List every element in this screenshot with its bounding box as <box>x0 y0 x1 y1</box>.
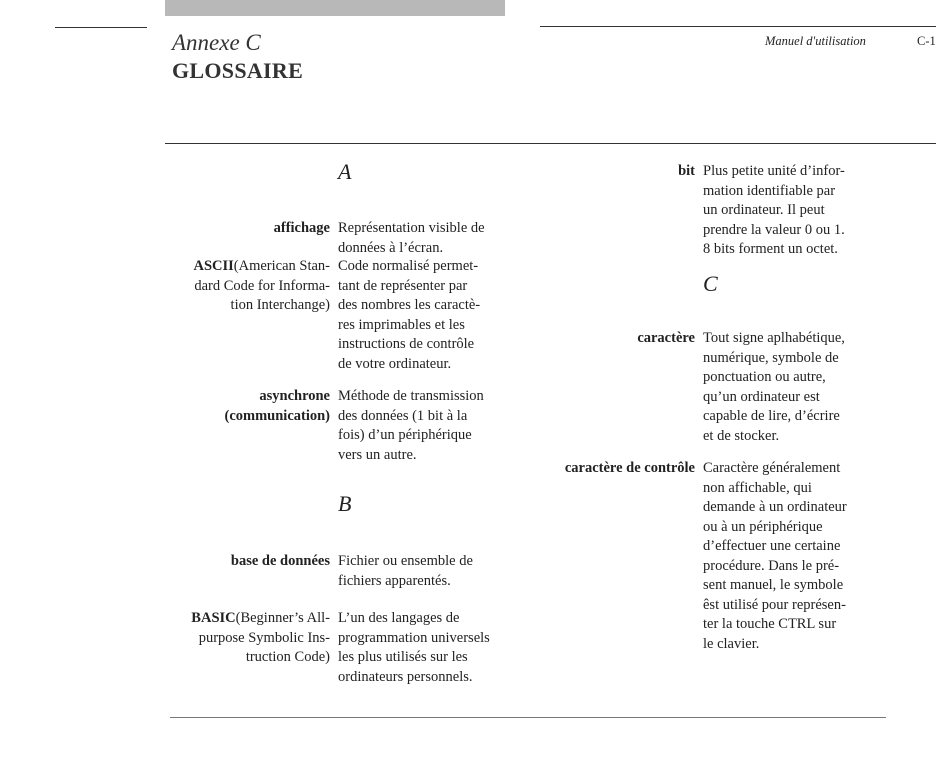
glossary-term-caractere <box>637 329 695 349</box>
glossary-def-bit <box>703 162 845 260</box>
def-line: ponctuation ou autre, <box>703 369 826 385</box>
letter-a-heading: A <box>338 159 352 184</box>
def-line: d’effectuer une certaine <box>703 538 841 554</box>
def-line: procédure. Dans le pré- <box>703 557 840 574</box>
section-title: GLOSSAIRE <box>172 58 304 83</box>
glossary-def-ascii <box>338 257 480 374</box>
def-line: ordinateurs personnels. <box>338 668 473 685</box>
term-ascii-expansion: (American Stan- <box>233 258 330 274</box>
def-line: Plus petite unité d’infor- <box>703 163 845 179</box>
term-basic-expansion: truction Code) <box>245 649 330 665</box>
term-basic-expansion: purpose Symbolic Ins- <box>198 629 330 646</box>
glossary-def-asynchrone <box>338 387 484 465</box>
def-line: demande à un ordinateur <box>703 499 847 515</box>
def-line: res imprimables et les <box>338 316 465 333</box>
def-line: ter la touche CTRL sur <box>703 616 837 632</box>
term-ascii-expansion: dard Code for Informa- <box>194 277 330 294</box>
def-line: numérique, symbole de <box>703 349 839 366</box>
glossary-def-caractere <box>703 329 845 446</box>
section-top-rule <box>165 143 936 144</box>
term-asynchrone: asynchrone <box>259 388 330 404</box>
glossary-term-basic <box>191 609 330 668</box>
def-line: L’un des langages de <box>338 610 460 626</box>
term-ascii: ASCII <box>193 258 234 274</box>
def-line: les plus utilisés sur les <box>338 649 468 665</box>
glossary-term-ascii <box>193 257 330 316</box>
annex-title: Annexe C <box>172 30 261 55</box>
def-line: des nombres les caractè- <box>338 297 481 313</box>
def-line: des données (1 bit à la <box>338 407 468 424</box>
def-line: prendre la valeur 0 ou 1. <box>703 221 845 238</box>
def-line: vers un autre. <box>338 446 417 463</box>
glossary-term-bit <box>678 162 695 182</box>
def-line: Fichier ou ensemble de <box>338 553 473 569</box>
def-line: fois) d’un périphérique <box>338 427 472 443</box>
def-line: Représentation visible de <box>338 220 485 236</box>
glossary-term-affichage <box>274 219 330 239</box>
manual-title: Manuel d'utilisation <box>765 34 866 48</box>
def-line: êst utilisé pour représen- <box>703 596 846 613</box>
glossary-term-asynchrone <box>224 387 330 426</box>
term-basic-expansion: (Beginner’s All- <box>235 610 330 626</box>
term-ascii-expansion: tion Interchange) <box>230 297 330 313</box>
glossary-def-affichage <box>338 219 485 258</box>
glossary-def-caractere-de-controle <box>703 459 847 654</box>
def-line: mation identifiable par <box>703 182 836 199</box>
def-line: et de stocker. <box>703 427 780 444</box>
def-line: Caractère généralement <box>703 460 841 476</box>
header-left-rule <box>55 27 147 28</box>
term-caractere-de-controle: caractère de contrôle <box>564 460 695 476</box>
def-line: qu’un ordinateur est <box>703 388 820 405</box>
def-line: 8 bits forment un octet. <box>703 241 838 257</box>
def-line: instructions de contrôle <box>338 336 475 352</box>
term-affichage: affichage <box>273 220 330 236</box>
def-line: tant de représenter par <box>338 277 468 294</box>
def-line: programmation universels <box>338 629 490 646</box>
def-line: le clavier. <box>703 635 760 652</box>
header-right-rule <box>540 26 936 27</box>
page-number: C-1 <box>917 34 936 48</box>
term-basic: BASIC <box>191 610 236 626</box>
def-line: un ordinateur. Il peut <box>703 202 825 218</box>
glossary-term-base-de-donnees <box>231 552 330 572</box>
term-caractere: caractère <box>637 330 695 346</box>
glossary-def-base-de-donnees <box>338 552 473 591</box>
def-line: de votre ordinateur. <box>338 355 452 372</box>
def-line: sent manuel, le symbole <box>703 577 844 593</box>
def-line: données à l’écran. <box>338 239 444 256</box>
term-asynchrone-qualifier: (communication) <box>224 407 330 424</box>
def-line: non affichable, qui <box>703 479 812 496</box>
def-line: Code normalisé permet- <box>338 258 479 274</box>
term-bit: bit <box>678 163 695 179</box>
letter-b-heading: B <box>338 491 352 516</box>
term-base-de-donnees: base de données <box>230 553 330 569</box>
glossary-term-caractere-de-controle <box>565 459 695 479</box>
page-bottom-rule <box>170 717 886 718</box>
letter-c-heading: C <box>703 271 718 296</box>
def-line: ou à un périphérique <box>703 518 823 535</box>
header-grey-bar <box>165 0 505 16</box>
glossary-def-basic <box>338 609 490 687</box>
def-line: capable de lire, d’écrire <box>703 408 840 424</box>
def-line: Méthode de transmission <box>338 388 484 404</box>
def-line: Tout signe aplhabétique, <box>703 330 845 346</box>
def-line: fichiers apparentés. <box>338 572 451 589</box>
